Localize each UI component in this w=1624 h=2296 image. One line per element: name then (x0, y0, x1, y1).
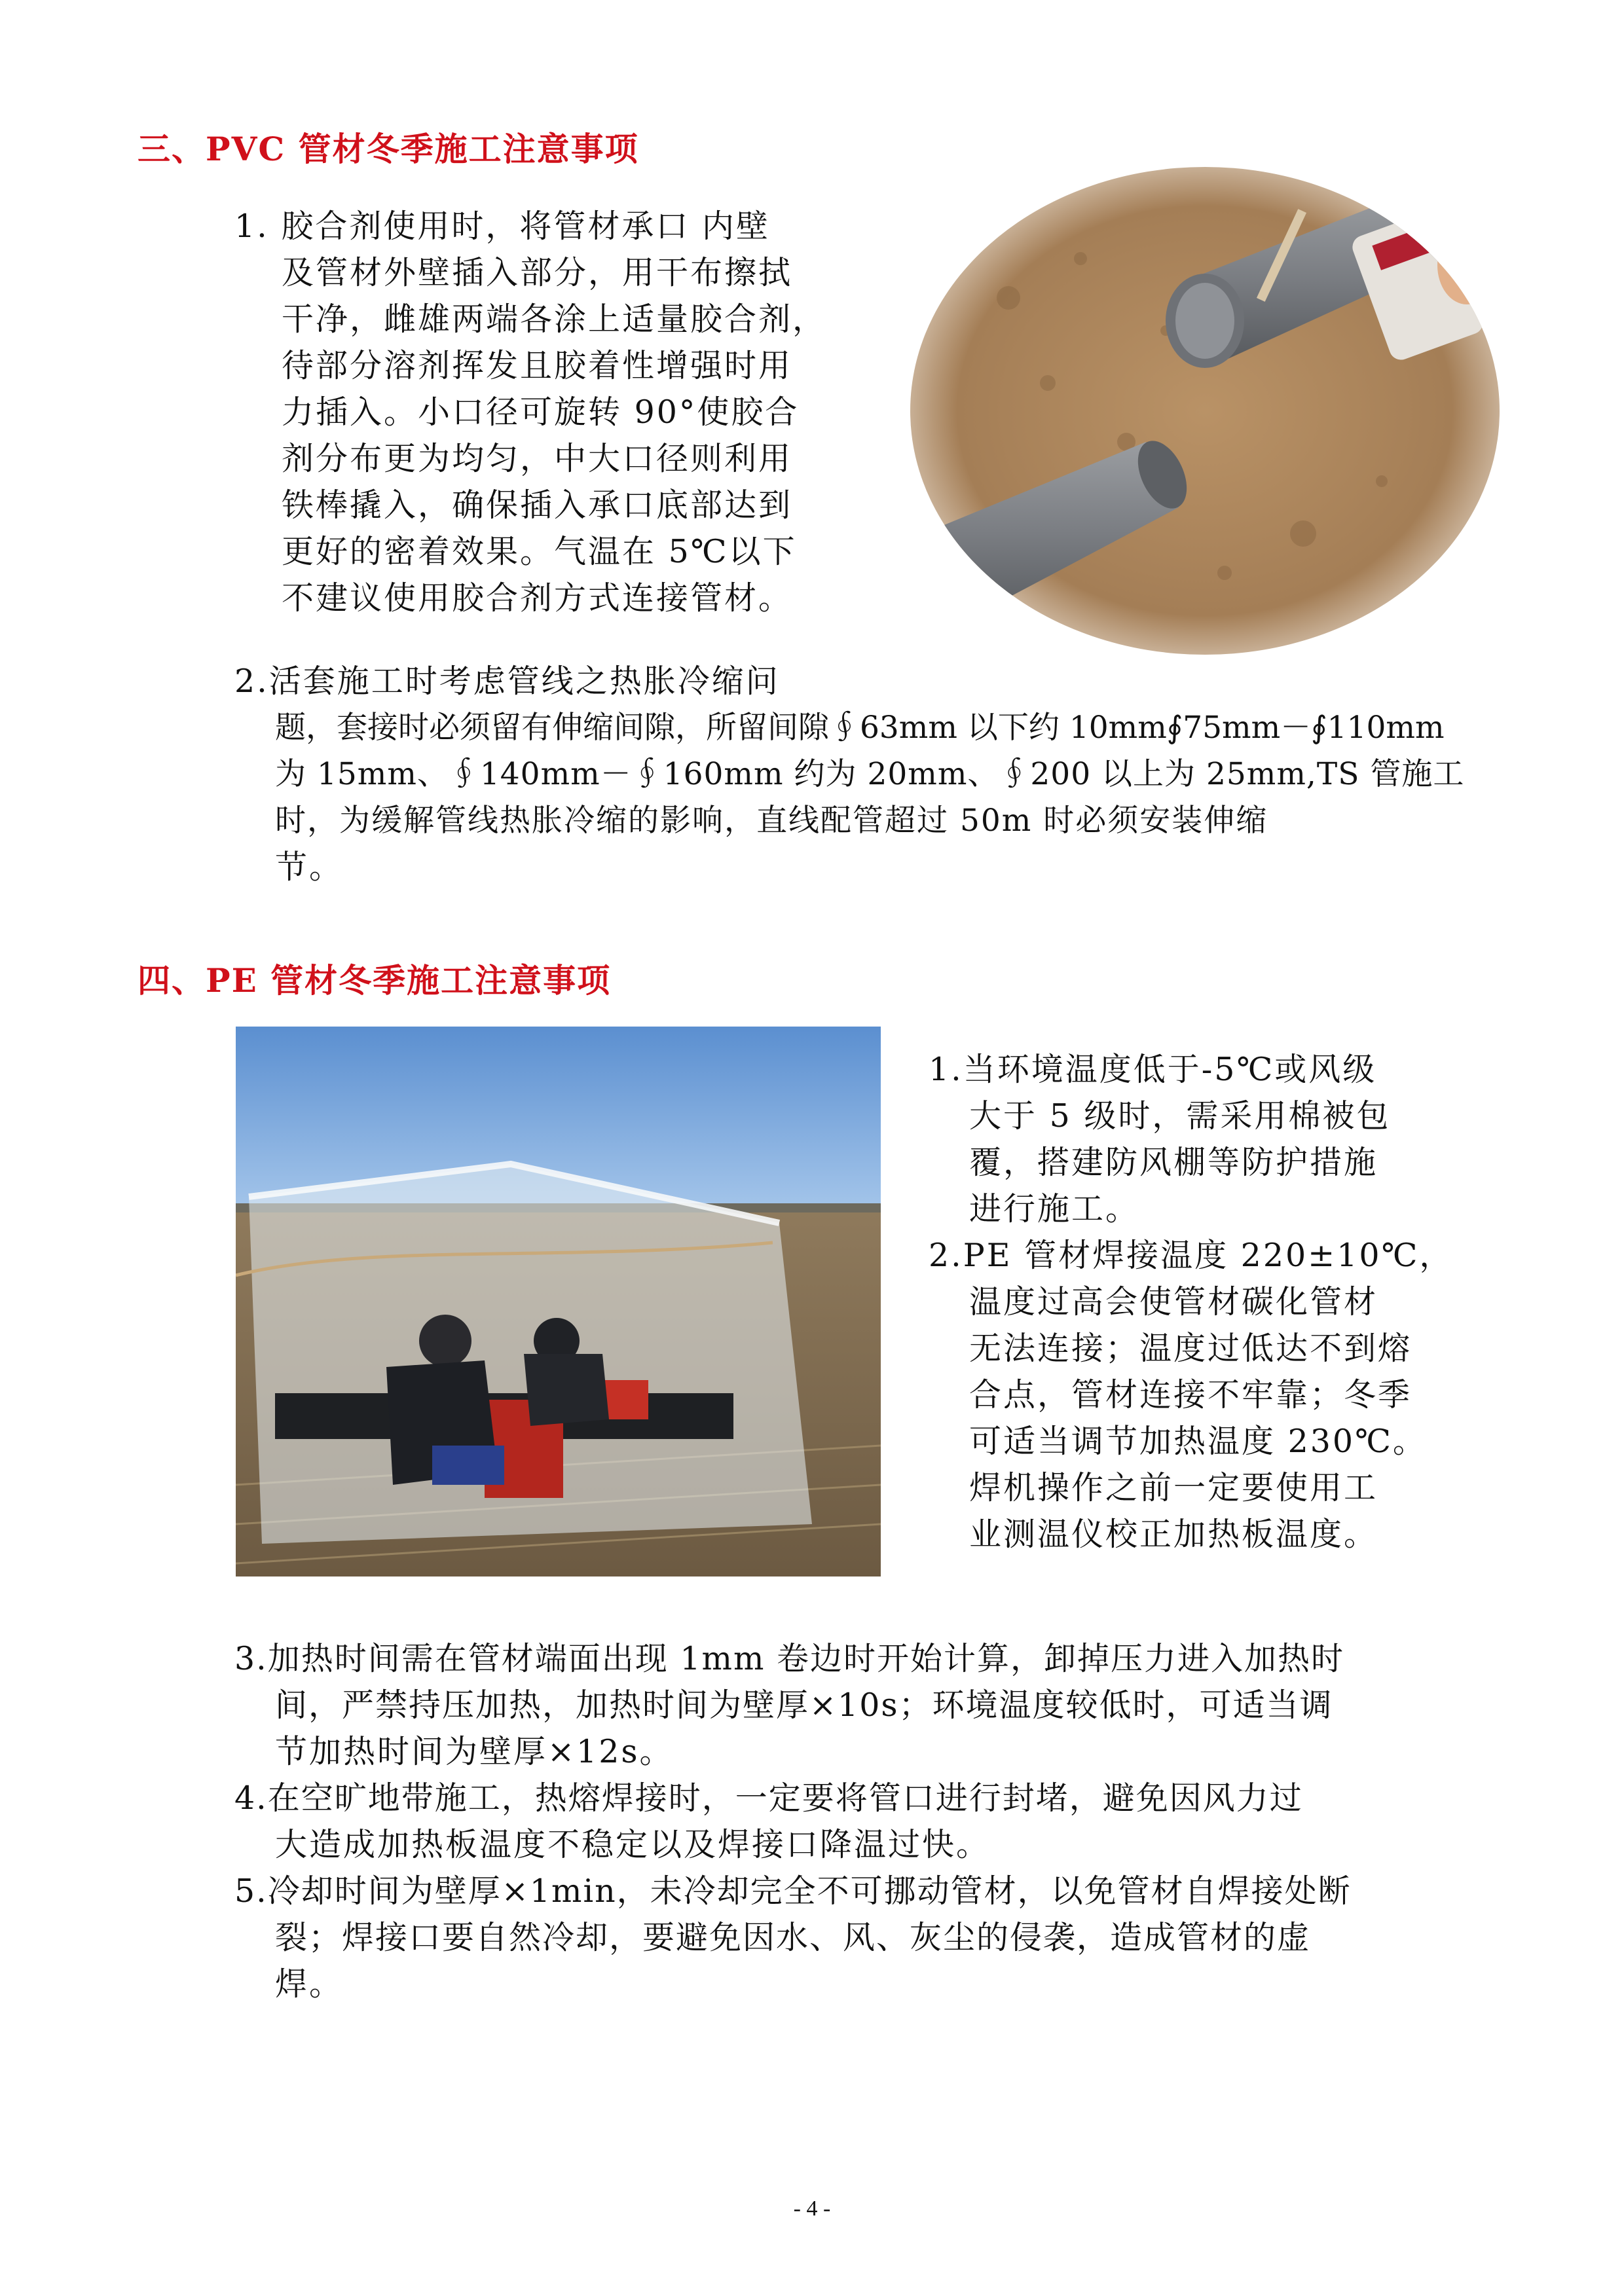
text-line: 可适当调节加热温度 230℃。 (969, 1423, 1427, 1460)
page-number: - 4 - (793, 2196, 831, 2221)
text-line: 业测温仪校正加热板温度。 (969, 1516, 1378, 1553)
text-line: 合点，管材连接不牢靠；冬季 (969, 1376, 1412, 1413)
text-line: 力插入。小口径可旋转 90°使胶合 (282, 393, 800, 431)
pvc-pipe-gluing-photo (910, 167, 1500, 655)
section4-heading: 四、PE 管材冬季施工注意事项 (138, 961, 612, 1000)
text-line: 节加热时间为壁厚×12s。 (275, 1733, 674, 1770)
text-line: 待部分溶剂挥发且胶着性增强时用 (282, 347, 793, 384)
text-line: 间，严禁持压加热，加热时间为壁厚×10s；环境温度较低时，可适当调 (275, 1686, 1333, 1724)
text-line: 不建议使用胶合剂方式连接管材。 (282, 579, 793, 617)
text-line: 时，为缓解管线热胀冷缩的影响，直线配管超过 50m 时必须安装伸缩 (275, 803, 1268, 839)
text-line: 更好的密着效果。气温在 5℃以下 (282, 533, 797, 570)
section4-side-items (929, 1046, 1453, 1558)
text-line: 2.PE 管材焊接温度 220±10℃， (929, 1237, 1454, 1274)
text-line: 铁棒撬入，确保插入承口底部达到 (282, 486, 793, 524)
pe-pipe-welding-photo (236, 1027, 881, 1576)
text-line: 无法连接；温度过低达不到熔 (969, 1330, 1412, 1367)
text-line: 剂分布更为均匀，中大口径则利用 (282, 440, 793, 477)
text-line: 裂；焊接口要自然冷却，要避免因水、风、灰尘的侵袭，造成管材的虚 (275, 1919, 1311, 1956)
section4-bottom-items (234, 1635, 1352, 2007)
text-line: 干净，雌雄两端各涂上适量胶合剂， (282, 301, 827, 338)
text-line: 题，套接时必须留有伸缩间隙，所留间隙∮63mm 以下约 10mm∮75mm－∮110mm (275, 710, 1445, 746)
text-line: 焊机操作之前一定要使用工 (969, 1469, 1378, 1506)
text-line: 3.加热时间需在管材端面出现 1mm 卷边时开始计算，卸掉压力进入加热时 (234, 1640, 1345, 1677)
text-line: 为 15mm、∮140mm－∮160mm 约为 20mm、∮200 以上为 25mm,TS 管施工 (275, 756, 1465, 792)
text-line: 节。 (275, 848, 344, 886)
text-line: 温度过高会使管材碳化管材 (969, 1283, 1378, 1321)
text-line: 5.冷却时间为壁厚×1min，未冷却完全不可挪动管材，以免管材自焊接处断 (234, 1872, 1352, 1910)
text-line: 1.当环境温度低于-5℃或风级 (929, 1051, 1377, 1088)
section3-item2 (234, 658, 1464, 890)
text-line: 覆，搭建防风棚等防护措施 (969, 1144, 1378, 1181)
text-line: 及管材外壁插入部分，用干布擦拭 (282, 254, 793, 291)
text-line: 大造成加热板温度不稳定以及焊接口降温过快。 (275, 1826, 991, 1863)
text-line: 进行施工。 (969, 1190, 1140, 1228)
text-line: 焊。 (275, 1965, 344, 2003)
text-line: 1. 胶合剂使用时，将管材承口 内壁 (234, 208, 770, 245)
text-line: 2.活套施工时考虑管线之热胀冷缩问 (234, 663, 780, 700)
section3-heading: 三、PVC 管材冬季施工注意事项 (138, 130, 639, 168)
text-line: 大于 5 级时，需采用棉被包 (969, 1097, 1391, 1135)
section3-item1 (234, 203, 826, 621)
text-line: 4.在空旷地带施工，热熔焊接时，一定要将管口进行封堵，避免因风力过 (234, 1779, 1303, 1817)
